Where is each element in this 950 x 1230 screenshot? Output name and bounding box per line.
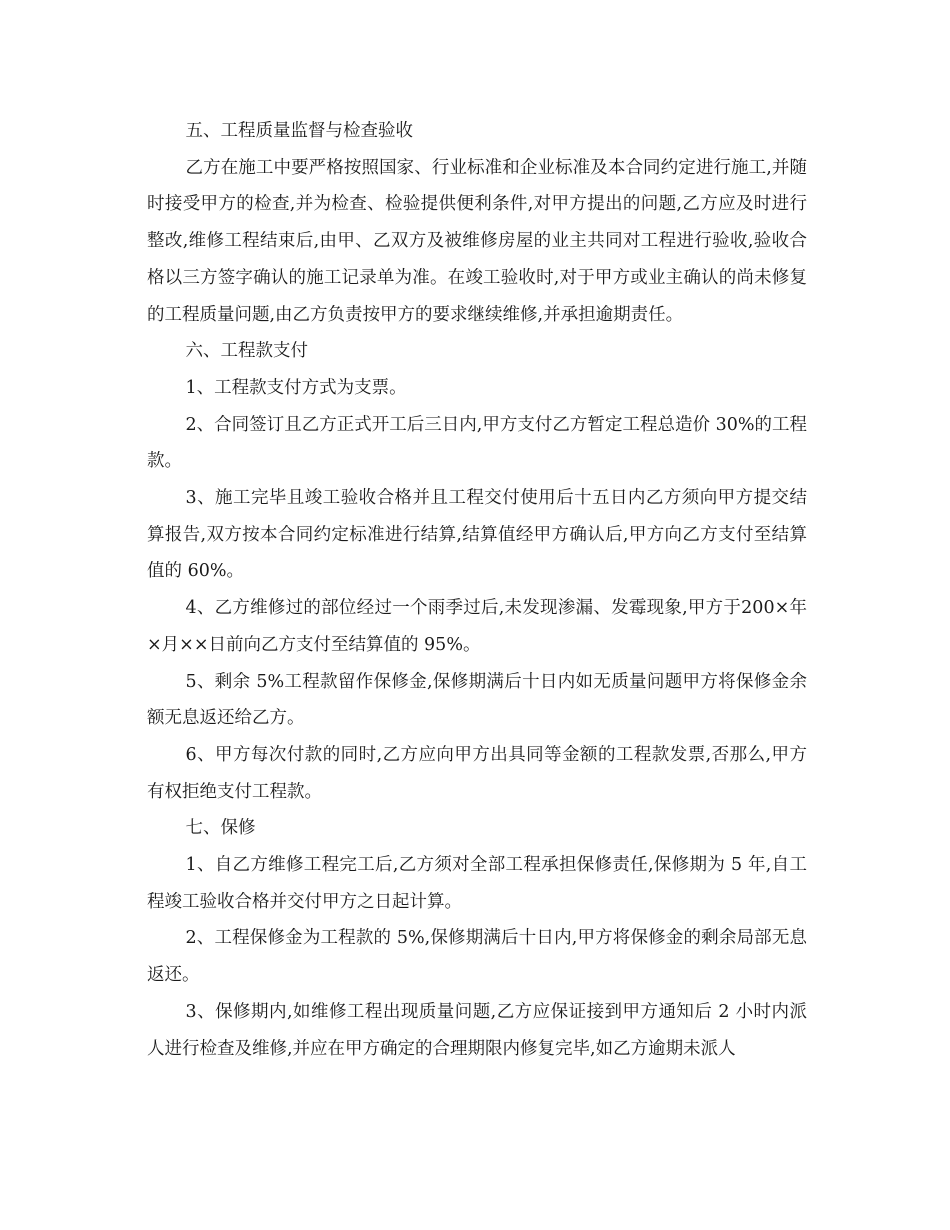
warranty-clause-2: 2、工程保修金为工程款的 5%,保修期满后十日内,甲方将保修金的剩余局部无息返还。 [147,928,807,986]
section-heading-quality-supervision: 五、工程质量监督与检查验收 [185,121,413,141]
warranty-clause-3: 3、保修期内,如维修工程出现质量问题,乙方应保证接到甲方通知后 2 小时内派人进行检查及维修,并应在甲方确定的合理期限内修复完毕,如乙方逾期未派人 [147,1001,807,1059]
payment-clause-5: 5、剩余 5%工程款留作保修金,保修期满后十日内如无质量问题甲方将保修金余额无息返还给乙方。 [147,671,807,729]
paragraph-quality-inspection: 乙方在施工中要严格按照国家、行业标准和企业标准及本合同约定进行施工,并随时接受甲方的检查,并为检查、检验提供便利条件,对甲方提出的问题,乙方应及时进行整改,维修工程结束后,由甲、乙双方及被维修房屋的业主共同对工程进行验收,验收合格以三方签字确认的施工记录单为准。在竣工验收时,对于甲方或业主确认的尚未修复的工程质量问题,由乙方负责按甲方的要求继续维修,并承担逾期责任。 [147,157,807,325]
payment-clause-3: 3、施工完毕且竣工验收合格并且工程交付使用后十五日内乙方须向甲方提交结算报告,双方按本合同约定标准进行结算,结算值经甲方确认后,甲方向乙方支付至结算值的 60%。 [147,488,807,582]
payment-clause-1: 1、工程款支付方式为支票。 [185,377,407,398]
payment-clause-6: 6、甲方每次付款的同时,乙方应向甲方出具同等金额的工程款发票,否那么,甲方有权拒绝支付工程款。 [147,744,807,802]
payment-clause-4: 4、乙方维修过的部位经过一个雨季过后,未发现渗漏、发霉现象,甲方于200×年×月××日前向乙方支付至结算值的 95%。 [147,598,807,655]
document-body [147,113,807,1067]
payment-clause-2: 2、合同签订且乙方正式开工后三日内,甲方支付乙方暂定工程总造价 30%的工程款。 [147,414,807,472]
warranty-clause-1: 1、自乙方维修工程完工后,乙方须对全部工程承担保修责任,保修期为 5 年,自工程竣工验收合格并交付甲方之日起计算。 [147,855,807,912]
section-heading-payment: 六、工程款支付 [185,341,308,362]
section-heading-warranty: 七、保修 [185,818,256,839]
